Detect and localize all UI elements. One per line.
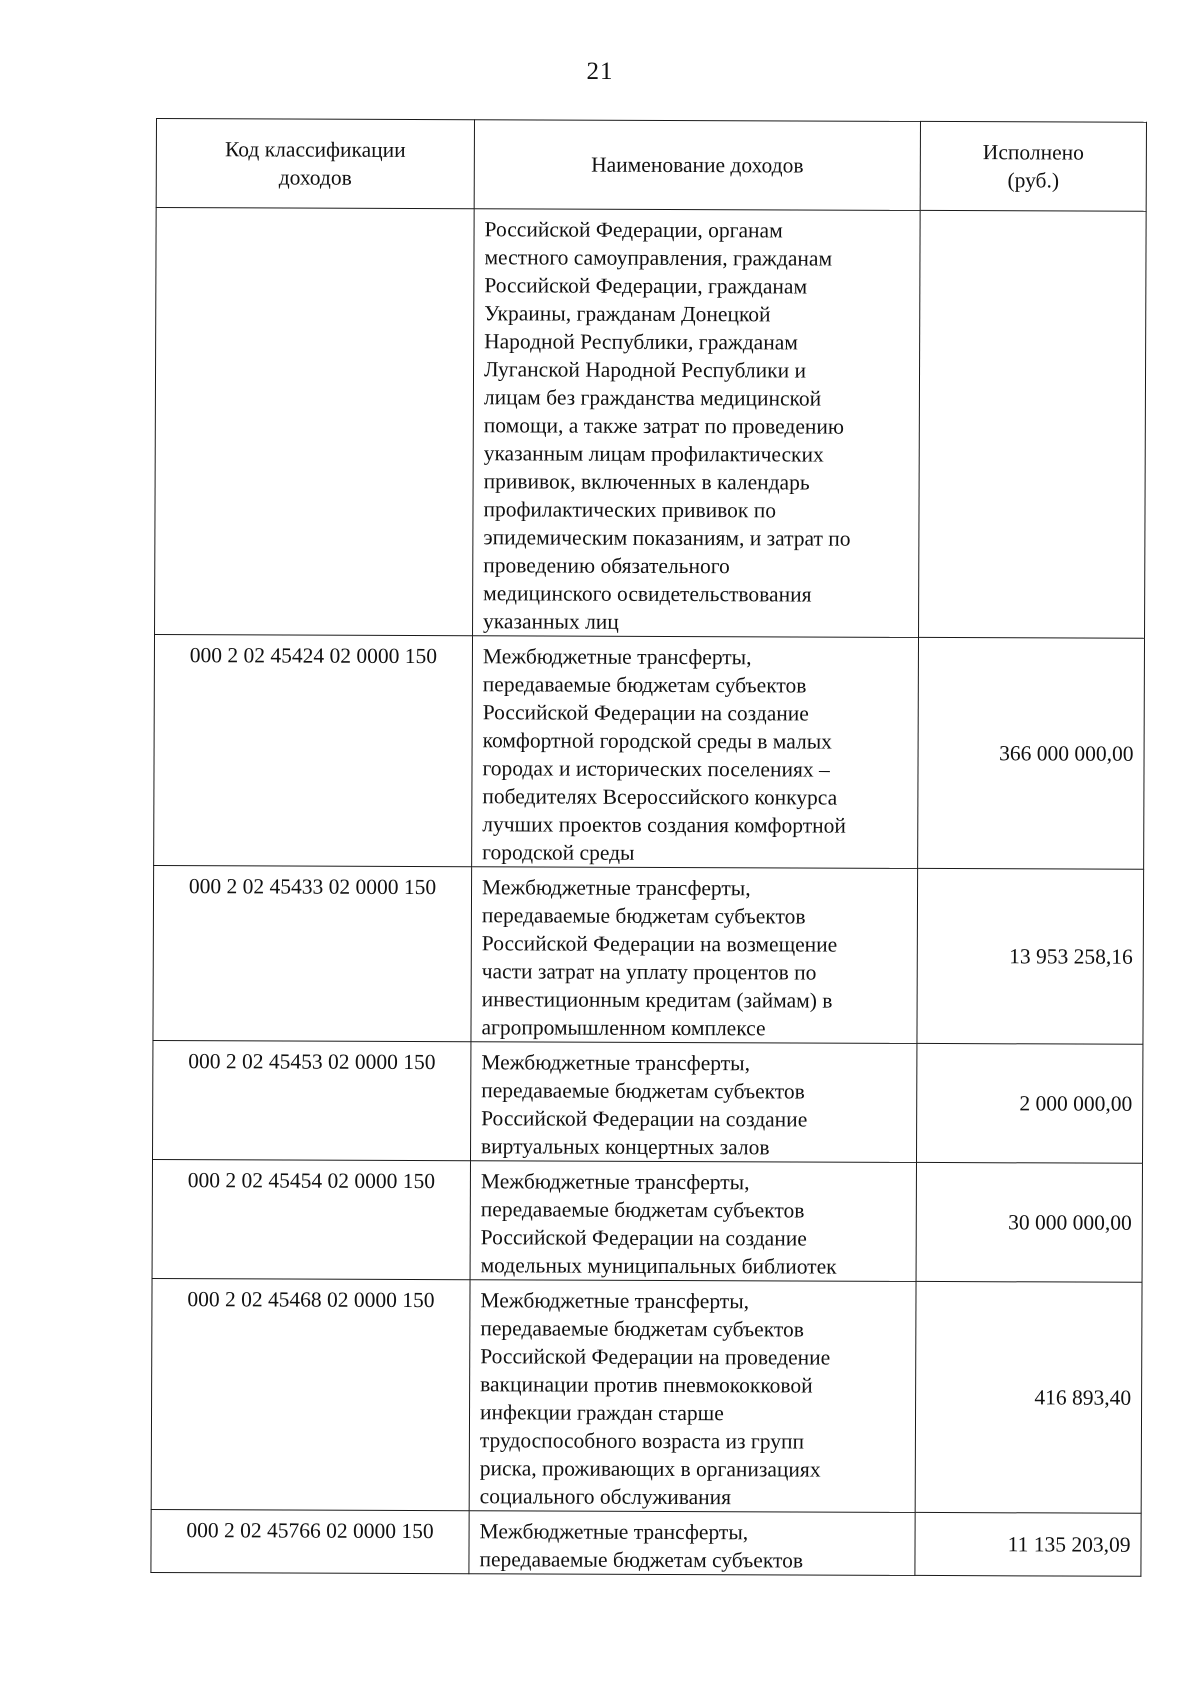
- page-number: 21: [586, 58, 614, 85]
- table-row: [153, 865, 1144, 1044]
- revenue-name-line: Межбюджетные трансферты,: [482, 875, 751, 901]
- revenue-name-line: победителях Всероссийского конкурса: [482, 784, 838, 810]
- header-code-line: Код классификации: [225, 137, 406, 162]
- revenue-name-cell: [472, 636, 919, 869]
- executed-amount-cell: 13 953 258,16: [917, 868, 1144, 1044]
- header-code-line: доходов: [278, 165, 352, 190]
- revenue-name-line: лучших проектов создания комфортной: [482, 812, 846, 838]
- revenue-name-line: местного самоуправления, гражданам: [484, 245, 833, 271]
- revenue-name-cell: [471, 867, 918, 1044]
- revenue-name-cell: [470, 1161, 916, 1282]
- revenue-code-cell: 000 2 02 45454 02 0000 150: [152, 1159, 470, 1279]
- revenue-name-line: Межбюджетные трансферты,: [480, 1169, 750, 1195]
- table-row: [151, 1509, 1141, 1576]
- revenue-name-line: инфекции граждан старше: [479, 1400, 724, 1426]
- table-body: [151, 208, 1146, 1577]
- revenue-name-line: Российской Федерации на проведение: [480, 1344, 831, 1370]
- revenue-name-line: Межбюджетные трансферты,: [479, 1519, 749, 1545]
- revenue-name-line: передаваемые бюджетам субъектов: [481, 903, 806, 929]
- revenue-name-line: Межбюджетные трансферты,: [482, 644, 752, 670]
- revenue-code-cell: 000 2 02 45424 02 0000 150: [154, 634, 473, 866]
- revenue-name-line: Луганской Народной Республики и: [483, 357, 807, 383]
- revenue-name-line: передаваемые бюджетам субъектов: [482, 672, 807, 698]
- header-amount: [920, 121, 1146, 211]
- revenue-name-line: виртуальных концертных залов: [481, 1134, 770, 1160]
- revenue-name-line: передаваемые бюджетам субъектов: [480, 1316, 804, 1342]
- header-amount-line: (руб.): [1007, 168, 1060, 193]
- revenue-name-cell: [469, 1511, 915, 1576]
- revenue-name-line: проведению обязательного: [483, 553, 730, 579]
- table-row: [154, 634, 1145, 869]
- revenue-name-line: передаваемые бюджетам субъектов: [481, 1078, 805, 1104]
- executed-amount-cell: 2 000 000,00: [916, 1043, 1142, 1163]
- header-name: [474, 120, 920, 211]
- revenue-name-line: эпидемическим показаниям, и затрат по: [483, 525, 851, 551]
- revenue-code-cell: 000 2 02 45468 02 0000 150: [151, 1278, 470, 1510]
- revenue-name-line: комфортной городской среды в малых: [482, 728, 832, 754]
- revenue-name-line: Российской Федерации на создание: [481, 1106, 808, 1132]
- revenue-name-line: риска, проживающих в организациях: [479, 1456, 821, 1482]
- header-name-label: Наименование доходов: [591, 152, 804, 178]
- revenue-name-line: Российской Федерации, гражданам: [484, 273, 808, 299]
- revenue-name-line: трудоспособного возраста из групп: [479, 1428, 805, 1454]
- revenue-name-cell: [473, 209, 921, 638]
- revenue-code-cell: 000 2 02 45433 02 0000 150: [153, 865, 472, 1041]
- executed-amount-cell: 11 135 203,09: [915, 1512, 1141, 1576]
- revenue-name-line: Российской Федерации на создание: [482, 700, 809, 726]
- revenue-name-line: указанным лицам профилактических: [483, 441, 824, 467]
- table-row: [153, 1040, 1143, 1163]
- revenue-name-line: Российской Федерации, органам: [484, 217, 783, 243]
- revenue-name-line: Российской Федерации на возмещение: [481, 931, 838, 957]
- revenue-name-line: лицам без гражданства медицинской: [483, 385, 822, 411]
- revenue-name-line: прививок, включенных в календарь: [483, 469, 810, 495]
- table-row: [155, 208, 1147, 639]
- revenue-code-cell: 000 2 02 45453 02 0000 150: [153, 1040, 471, 1160]
- revenue-name-line: Украины, гражданам Донецкой: [484, 301, 771, 327]
- revenue-name-line: помощи, а также затрат по проведению: [483, 413, 845, 439]
- header-code: [156, 119, 474, 209]
- revenue-name-line: передаваемые бюджетам субъектов: [479, 1547, 804, 1573]
- revenue-name-line: Народной Республики, гражданам: [484, 329, 798, 355]
- executed-amount-cell: 366 000 000,00: [918, 637, 1145, 869]
- revenue-name-line: Российской Федерации на создание: [480, 1225, 807, 1251]
- header-amount-line: Исполнено: [982, 140, 1084, 165]
- revenue-name-line: профилактических прививок по: [483, 497, 777, 523]
- table-row: [151, 1278, 1142, 1513]
- revenue-name-line: модельных муниципальных библиотек: [480, 1253, 837, 1279]
- revenue-code-cell: 000 2 02 45766 02 0000 150: [151, 1509, 469, 1573]
- revenue-name-line: медицинского освидетельствования: [483, 581, 812, 607]
- revenue-name-cell: [469, 1280, 916, 1513]
- revenue-name-line: Межбюджетные трансферты,: [481, 1050, 751, 1076]
- revenue-name-line: инвестиционным кредитам (займам) в: [481, 987, 833, 1013]
- table-header-row: [156, 119, 1146, 212]
- revenue-name-line: Межбюджетные трансферты,: [480, 1288, 750, 1314]
- executed-amount-cell: [919, 210, 1147, 638]
- revenue-name-cell: [470, 1042, 916, 1163]
- table-row: [152, 1159, 1142, 1282]
- revenue-name-line: социального обслуживания: [479, 1484, 732, 1510]
- revenue-name-line: указанных лиц: [483, 609, 619, 634]
- revenue-name-line: городах и исторических поселениях –: [482, 756, 830, 782]
- revenue-name-line: вакцинации против пневмококковой: [480, 1372, 813, 1398]
- executed-amount-cell: 30 000 000,00: [916, 1162, 1142, 1282]
- revenue-name-line: части затрат на уплату процентов по: [481, 959, 817, 985]
- revenue-code-cell: [155, 208, 475, 636]
- revenue-name-line: городской среды: [482, 840, 635, 865]
- revenue-name-line: агропромышленном комплексе: [481, 1015, 766, 1041]
- revenue-name-line: передаваемые бюджетам субъектов: [480, 1197, 805, 1223]
- executed-amount-cell: 416 893,40: [915, 1281, 1142, 1513]
- revenue-table: [150, 118, 1147, 1577]
